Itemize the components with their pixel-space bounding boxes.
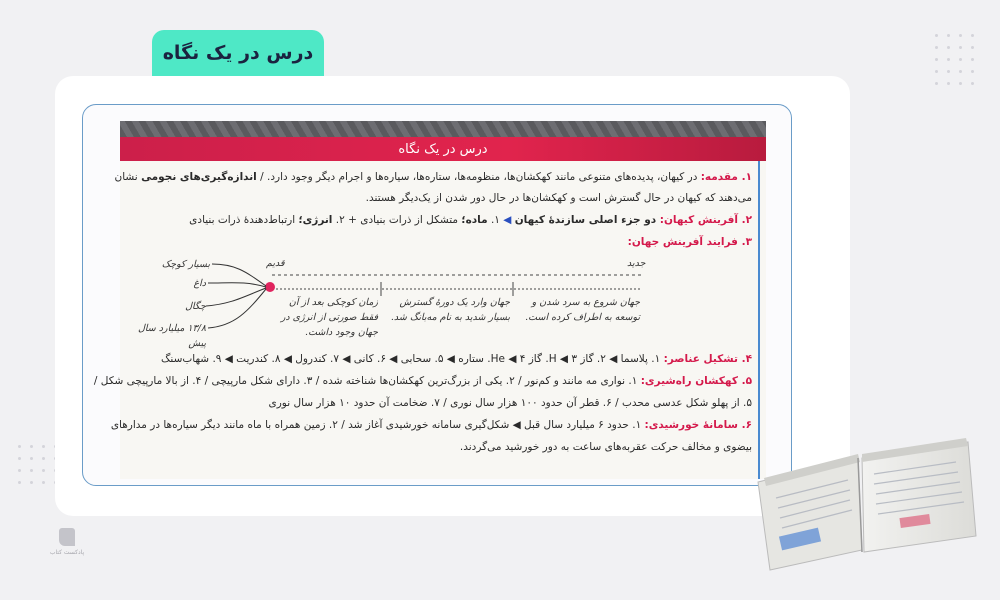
milkyway-line-1 (94, 375, 752, 387)
brand-name: پادکست کتاب (49, 549, 85, 556)
phase-line: جهان وجود داشت. (305, 327, 378, 338)
creation-line (189, 214, 752, 226)
phase-line: بسیار شدید به نام مه‌بانگ شد. (390, 312, 510, 323)
phase-line: جهان وارد یک دورهٔ گسترش (399, 297, 510, 308)
bold-text: دو جزء اصلی سازندهٔ کیهان (514, 214, 660, 226)
solar-line-1 (111, 419, 752, 431)
old-label: قدیم (266, 258, 285, 269)
text: نشان (114, 171, 142, 183)
elements-line (161, 353, 752, 365)
logo-icon (59, 528, 75, 546)
bold-text: اندازه‌گیری‌های نجومی (141, 171, 257, 183)
page-title: درس در یک نگاه (152, 30, 324, 76)
phase-3-text (514, 295, 640, 325)
section-heading: ۵. کهکشان راه‌شیری: (640, 375, 752, 387)
intro-line-1 (115, 171, 752, 183)
scanned-page (93, 121, 766, 479)
new-label: جدید (627, 258, 646, 269)
section-heading: ۶. سامانهٔ خورشیدی: (644, 419, 752, 431)
text: متشکل از ذرات بنیادی + ۲. (332, 214, 462, 226)
origin-item: ۱۳/۸ میلیارد سال پیش (138, 323, 206, 349)
phase-1-text (270, 295, 378, 340)
section-heading: ۱. مقدمه: (700, 171, 752, 183)
phase-line: جهان شروع به سرد شدن و (531, 297, 640, 308)
bold-text: ماده؛ (461, 214, 488, 226)
origin-dot (265, 282, 275, 292)
section-heading: ۳. فرایند آفرینش جهان: (627, 236, 752, 248)
phase-brackets (272, 282, 642, 296)
arrow-icon: ◀ (499, 214, 515, 226)
text: ۱. نواری مه مانند و کم‌نور / ۲. یکی از بزرگ‌ترین کهکشان‌ها شناخته شده / ۳. دارای شکل مارپیچی / ۴. از بالا مارپیچی شکل / (93, 375, 641, 387)
section-banner (120, 137, 766, 161)
brand-logo (42, 528, 92, 556)
pattern-band (120, 121, 766, 137)
section-heading: ۴. تشکیل عناصر: (663, 353, 752, 365)
origin-connectors (206, 264, 266, 328)
milkyway-line-2: ۵. از پهلو شکل عدسی محدب / ۶. قطر آن حدود ۱۰۰ هزار سال نوری / ۷. ضخامت آن حدود ۱۰ هزار سال نوری (268, 397, 752, 409)
solar-line-2: بیضوی و مخالف حرکت عقربه‌های ساعت به دور خورشید می‌گردند. (459, 441, 752, 453)
bold-text: انرژی؛ (298, 214, 333, 226)
phase-line: توسعه به اطراف کرده است. (525, 312, 640, 323)
origin-item: بسیار کوچک (161, 259, 210, 270)
origin-item: چگال (185, 301, 206, 312)
text: ۱. (487, 214, 500, 226)
phase-line: فقط صورتی از انرژی در (280, 312, 378, 323)
decorative-dots (935, 34, 974, 85)
text: ۱. پلاسما ◀ ۲. گاز H ◀ ۳. گاز He ◀ ۴. ستاره ◀ ۵. سحابی ◀ ۶. کانی ◀ ۷. کندرول ◀ ۸. کندریت ◀ ۹. شهاب‌سنگ (161, 353, 664, 365)
banner-title: درس در یک نگاه (398, 141, 488, 157)
phase-line: زمان کوچکی بعد از آن (288, 297, 378, 308)
section-heading: ۲. آفرینش کیهان: (659, 214, 752, 226)
process-heading-line (628, 236, 752, 248)
intro-line-2: می‌دهند که کیهان در حال گسترش است و کهکشان‌ها در حال دور شدن از یک‌دیگر هستند. (365, 192, 752, 204)
text: ۱. حدود ۶ میلیارد سال قبل ◀ شکل‌گیری سامانه خورشیدی آغاز شد / ۲. زمین همراه با ماه مانند دیگر سیاره‌ها در مدارهای (110, 419, 645, 431)
text: ارتباط‌دهندهٔ ذرات بنیادی (189, 214, 299, 226)
phase-2-text (382, 295, 510, 325)
text: در کیهان، پدیده‌های متنوعی مانند کهکشان‌ها، منظومه‌ها، ستاره‌ها، سیاره‌ها و اجرام دیگر وجود دارد. / (256, 171, 701, 183)
origin-item: داغ (193, 278, 206, 289)
open-book-icon (740, 420, 980, 570)
